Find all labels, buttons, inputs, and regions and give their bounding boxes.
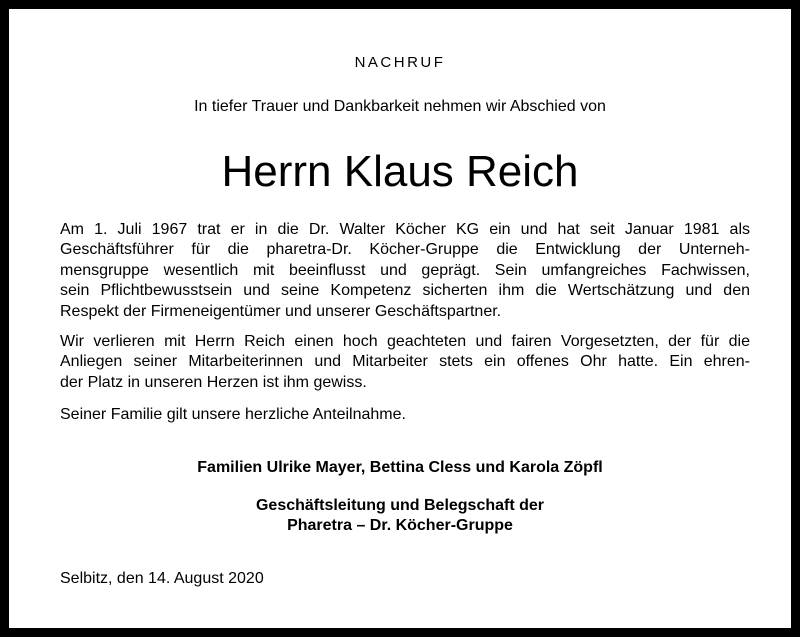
paragraph-career: [60, 220, 750, 322]
paragraph-condolence: [60, 405, 750, 425]
paragraph-tribute: [60, 332, 750, 393]
notice-intro: In tiefer Trauer und Dankbarkeit nehmen wir Abschied von: [194, 98, 606, 115]
signature-families: Familien Ulrike Mayer, Bettina Cless und Karola Zöpfl: [197, 459, 603, 476]
notice-kicker: NACHRUF: [354, 54, 446, 71]
paragraph-line: Anliegen seiner Mitarbeiterinnen und Mitarbeiter stets ein offenes Ohr hatte. Ein ehren-: [60, 353, 750, 371]
paragraph-line: Geschäftsführer für die pharetra-Dr. Köcher-Gruppe die Entwicklung der Unterneh-: [60, 241, 750, 259]
place-date: Selbitz, den 14. August 2020: [60, 570, 264, 587]
paragraph-line: Am 1. Juli 1967 trat er in die Dr. Walter Köcher KG ein und hat seit Januar 1981 als: [60, 221, 750, 238]
paragraph-line: der Platz in unseren Herzen ist ihm gewiss.: [60, 373, 367, 391]
deceased-name: Herrn Klaus Reich: [221, 147, 579, 196]
paragraph-line: Respekt der Firmeneigentümer und unserer Geschäftspartner.: [60, 302, 502, 320]
paragraph-line: mensgruppe wesentlich mit beeinflusst und geprägt. Sein umfangreiches Fachwissen,: [60, 261, 750, 279]
signature-company-line-2: Pharetra – Dr. Köcher-Gruppe: [287, 517, 513, 534]
paragraph-line: sein Pflichtbewusstsein und seine Kompetenz sicherten ihm die Wertschätzung und den: [60, 282, 750, 300]
paragraph-line: Seiner Familie gilt unsere herzliche Anteilnahme.: [60, 406, 406, 423]
signature-company-line-1: Geschäftsleitung und Belegschaft der: [255, 497, 545, 514]
paragraph-line: Wir verlieren mit Herrn Reich einen hoch geachteten und fairen Vorgesetzten, der für die: [60, 333, 750, 350]
